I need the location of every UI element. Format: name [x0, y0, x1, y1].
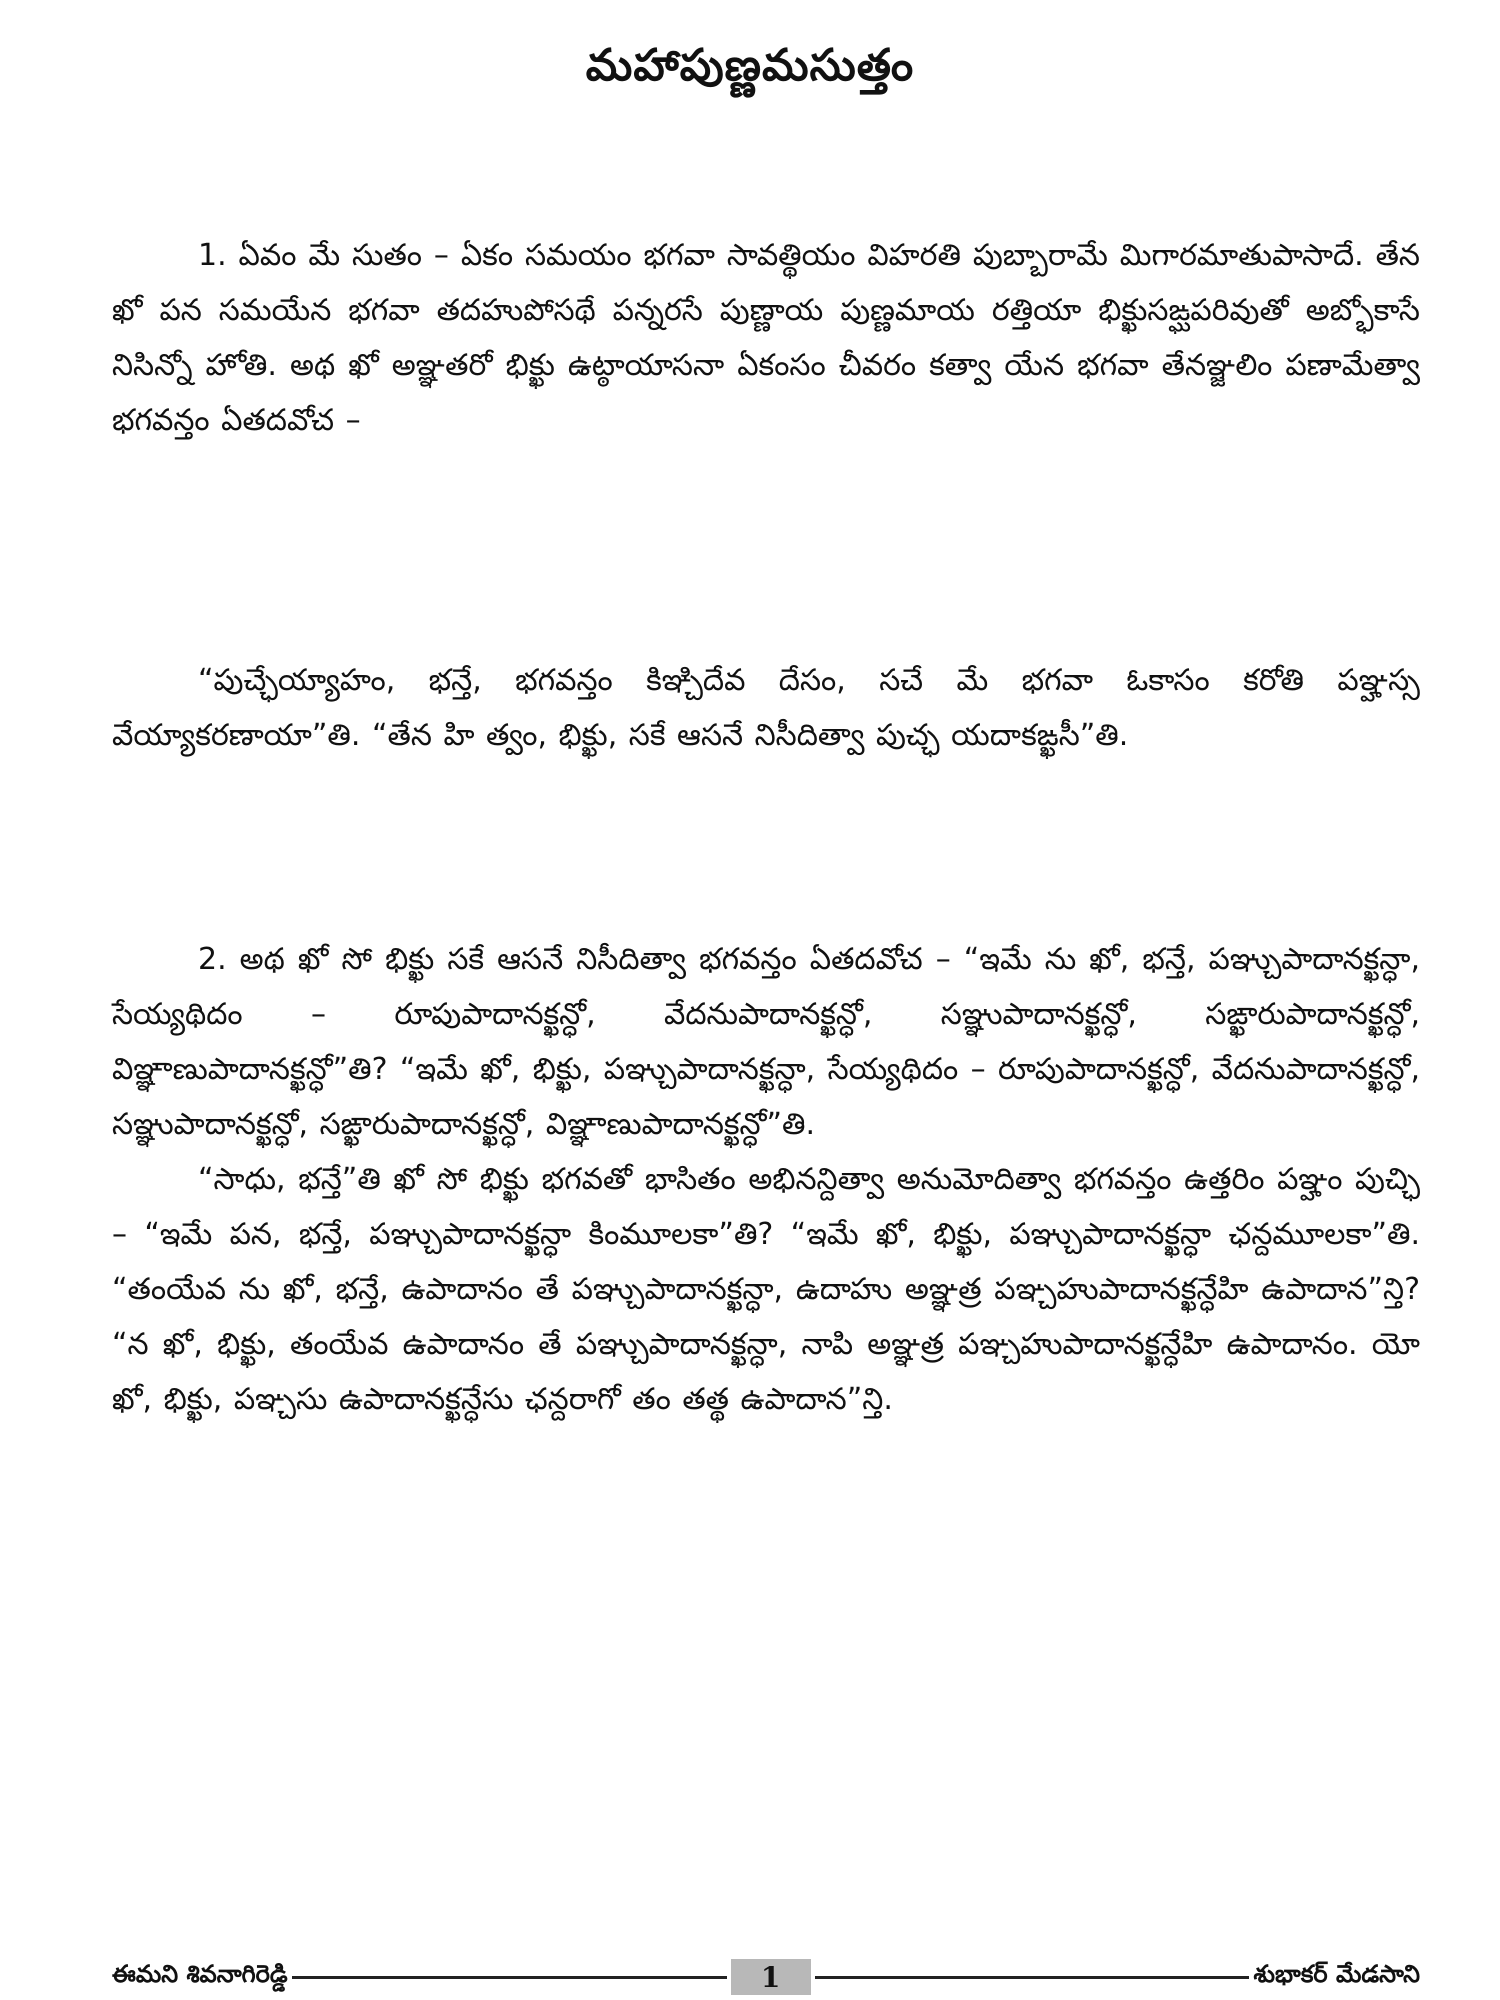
footer-rule-right — [815, 1976, 1250, 1979]
footer-rule-left — [292, 1976, 727, 1979]
footer-author-right: శుభాకర్ మేడసాని — [1253, 1960, 1420, 1988]
paragraph-1-block — [112, 228, 1420, 448]
paragraph-2: “పుచ్ఛేయ్యాహం, భన్తే, భగవన్తం కిఞ్చిదేవ దేసం, సచే మే భగవా ఓకాసం కరోతి పఞ్హస్స వేయ్యాకరణాయా”తి. “తేన హి త్వం, భిక్ఖు, సకే ఆసనే నిసీదిత్వా పుచ్ఛ యదాకఙ్ఖసీ”తి. — [112, 663, 1420, 753]
paragraph-4: “సాధు, భన్తే”తి ఖో సో భిక్ఖు భగవతో భాసితం అభినన్దిత్వా అనుమోదిత్వా భగవన్తం ఉత్తరిం పఞ్హం పుచ్ఛి – “ఇమే పన, భన్తే, పఞ్చుపాదానక్ఖన్ధా కింమూలకా”తి? “ఇమే ఖో, భిక్ఖు, పఞ్చుపాదానక్ఖన్ధా ఛన్దమూలకా”తి. “తంయేవ ను ఖో, భన్తే, ఉపాదానం తే పఞ్చుపాదానక్ఖన్ధా, ఉదాహు అఞ్ఞత్ర పఞ్చహుపాదానక్ఖన్ధేహి ఉపాదాన”న్తి? “న ఖో, భిక్ఖు, తంయేవ ఉపాదానం తే పఞ్చుపాదానక్ఖన్ధా, నాపి అఞ్ఞత్ర పఞ్చహుపాదానక్ఖన్ధేహి ఉపాదానం. యో ఖో, భిక్ఖు, పఞ్చసు ఉపాదానక్ఖన్ధేసు ఛన్దరాగో తం తత్థ ఉపాదాన”న్తి. — [112, 1162, 1420, 1417]
paragraph-2-block — [112, 653, 1420, 763]
page-title: మహాపుణ్ణమసుత్తం — [585, 40, 915, 91]
page-number: 1 — [731, 1959, 811, 1995]
page-footer — [112, 1957, 1420, 1997]
footer-author-left: ఈమని శివనాగిరెడ్డి — [112, 1960, 288, 1988]
paragraph-1: 1. ఏవం మే సుతం – ఏకం సమయం భగవా సావత్థియం విహరతి పుబ్బారామే మిగారమాతుపాసాదే. తేన ఖో పన సమయేన భగవా తదహుపోసథే పన్నరసే పుణ్ణాయ పుణ్ణమాయ రత్తియా భిక్ఖుసఙ్ఘపరివుతో అబ్భోకాసే నిసిన్నో హోతి. అథ ఖో అఞ్ఞతరో భిక్ఖు ఉట్ఠాయాసనా ఏకంసం చీవరం కత్వా యేన భగవా తేనఞ్జలిం పణామేత్వా భగవన్తం ఏతదవోచ – — [112, 238, 1420, 438]
section-2-block — [112, 932, 1420, 1427]
paragraph-3: 2. అథ ఖో సో భిక్ఖు సకే ఆసనే నిసీదిత్వా భగవన్తం ఏతదవోచ – “ఇమే ను ఖో, భన్తే, పఞ్చుపాదానక్ఖన్ధా, సేయ్యథిదం – రూపుపాదానక్ఖన్ధో, వేదనుపాదానక్ఖన్ధో, సఞ్ఞుపాదానక్ఖన్ధో, సఙ్ఖారుపాదానక్ఖన్ధో, విఞ్ఞాణుపాదానక్ఖన్ధో”తి? “ఇమే ఖో, భిక్ఖు, పఞ్చుపాదానక్ఖన్ధా, సేయ్యథిదం – రూపుపాదానక్ఖన్ధో, వేదనుపాదానక్ఖన్ధో, సఞ్ఞుపాదానక్ఖన్ధో, సఙ్ఖారుపాదానక్ఖన్ధో, విఞ్ఞాణుపాదానక్ఖన్ధో”తి. — [112, 942, 1420, 1142]
